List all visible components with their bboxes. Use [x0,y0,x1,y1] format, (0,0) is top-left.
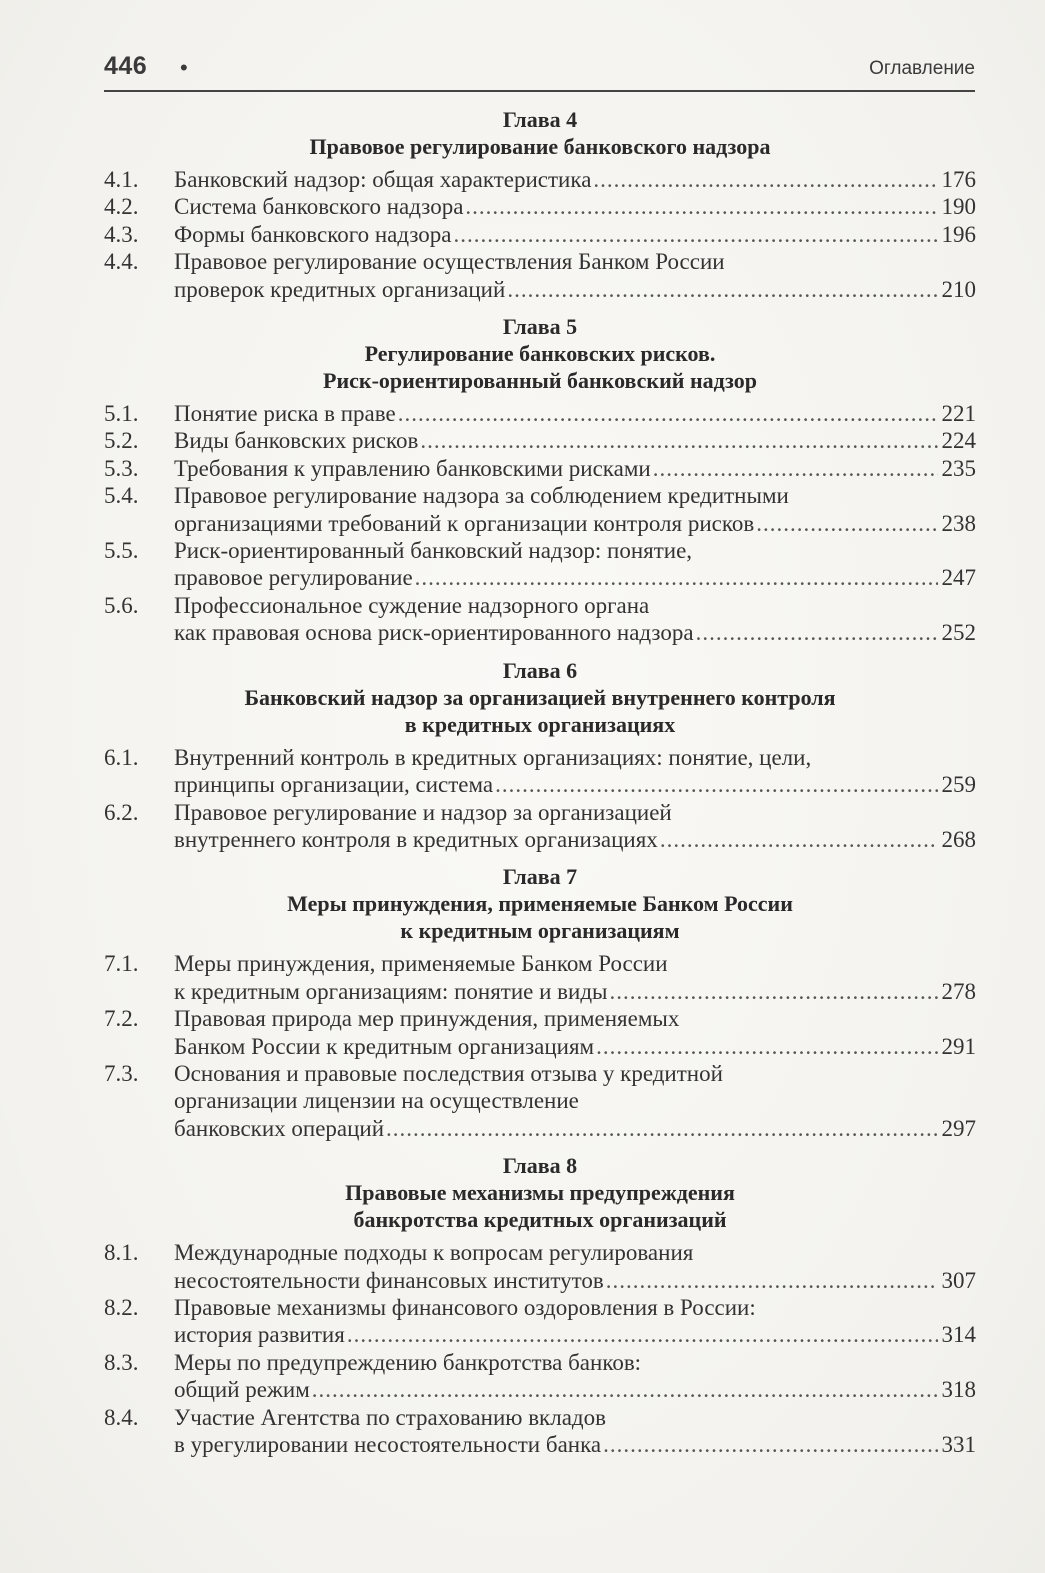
toc-entry-body [174,1005,976,1060]
toc-entry-final-line [174,826,976,853]
dot-leader [593,166,937,193]
toc-entry-number: 8.4. [104,1404,139,1430]
toc-entry-final-line [174,166,976,193]
toc-page-number: 291 [941,1033,976,1059]
toc-entry-final-line [174,221,976,248]
toc-entry-title-line: Понятие риска в праве [174,401,396,427]
toc-entry-title-line: принципы организации, система [174,772,494,798]
toc-entry-number: 5.2. [104,428,139,454]
chapter-label: Глава 4 [502,107,578,132]
toc-page-number: 268 [941,826,976,852]
toc-entry-final-line [174,1431,976,1458]
toc-entry-number: 8.2. [104,1294,139,1320]
toc-page-number: 252 [941,620,976,646]
toc-page-number: 259 [941,772,976,798]
toc-entry-list [104,400,976,647]
toc-entry[interactable] [104,166,976,193]
toc-entry-title-line: Основания и правовые последствия отзыва у кредитной [174,1060,723,1086]
dot-leader [756,510,937,537]
toc-entry-body [174,1294,976,1349]
toc-entry-final-line [174,455,976,482]
toc-page-number: 307 [941,1267,976,1293]
toc-entry-number: 8.1. [104,1240,139,1266]
toc-entry-title-line: внутреннего контроля в кредитных организациях [174,826,658,852]
toc-entry-number: 7.3. [104,1060,139,1086]
toc-entry-body [174,400,976,427]
toc-entry-title-line: Правовые механизмы финансового оздоровления в России: [174,1294,756,1320]
chapter-section [104,313,976,647]
toc-entry-list [104,166,976,303]
toc-entry-number: 5.6. [104,592,139,618]
toc-entry-final-line [174,1321,976,1348]
toc-entry-body [174,1060,976,1142]
toc-entry-title-line: Меры принуждения, применяемые Банком России [174,951,668,977]
chapter-section [104,1152,976,1458]
toc-entry-number: 5.4. [104,483,139,509]
toc-entry[interactable] [104,1060,976,1142]
toc-entry-title-line: организациями требований к организации контроля рисков [174,510,755,536]
toc-entry-title-line: к кредитным организациям: понятие и виды [174,978,608,1004]
toc-entry[interactable] [104,1404,976,1459]
dot-leader [495,771,937,798]
chapter-label: Глава 5 [502,314,578,340]
dot-leader [653,455,938,482]
chapter-section [104,863,976,1142]
toc-entry-body [174,166,976,193]
toc-entry-title-line: Международные подходы к вопросам регулирования [174,1240,694,1266]
toc-entry-title-line: банковских операций [174,1115,385,1141]
toc-entry-title-line: Требования к управлению банковскими рисками [174,455,651,481]
toc-entry-number: 5.5. [104,538,139,564]
toc-page-number: 331 [941,1432,976,1457]
chapter-heading [104,863,976,944]
toc-entry-final-line [174,1267,976,1294]
toc-entry[interactable] [104,537,976,592]
chapter-heading [104,1152,976,1233]
toc-entry-body [174,592,976,647]
toc-entry-final-line [174,978,976,1005]
dot-leader [415,564,938,591]
toc-entry-list [104,950,976,1142]
chapter-title: банкротства кредитных организаций [353,1207,727,1233]
toc-entry[interactable] [104,400,976,427]
chapter-section [104,106,976,303]
toc-entry-title-line: Система банковского надзора [174,194,464,220]
toc-entry-body [174,1239,976,1294]
dot-leader [398,400,938,427]
chapter-heading [104,657,976,738]
toc-entry-title-line: Меры по предупреждению банкротства банков: [174,1349,642,1375]
toc-entry-body [174,455,976,482]
toc-entry[interactable] [104,248,976,303]
toc-entry[interactable] [104,1005,976,1060]
toc-entry[interactable] [104,193,976,220]
toc-entry-body [174,427,976,454]
toc-entry-final-line [174,771,976,798]
toc-page-number: 224 [941,428,976,454]
toc-entry-number: 5.3. [104,455,139,481]
toc-entry-title-line: проверок кредитных организаций [174,276,506,302]
toc-entry-list [104,744,976,854]
toc-entry-title-line: Правовое регулирование осуществления Банком России [174,249,725,275]
toc-entry-final-line [174,193,976,220]
toc-entry-title-line: Формы банковского надзора [174,221,452,247]
toc-entry[interactable] [104,1239,976,1294]
toc-entry-title-line: общий режим [174,1377,310,1403]
toc-entry[interactable] [104,1349,976,1404]
toc-entry-number: 6.2. [104,799,139,825]
toc-entry-title-line: как правовая основа риск-ориентированного надзора [174,620,694,646]
chapter-title: Меры принуждения, применяемые Банком России [287,891,793,917]
toc-entry-number: 7.2. [104,1006,139,1032]
toc-entry-final-line [174,619,976,646]
toc-entry[interactable] [104,1294,976,1349]
toc-entry-number: 5.1. [104,401,139,427]
dot-leader [465,193,937,220]
toc-entry-number: 4.3. [104,221,139,247]
toc-page-number: 210 [941,276,976,302]
toc-entry-body [174,248,976,303]
dot-leader [660,826,938,853]
toc-entry[interactable] [104,427,976,454]
chapter-label: Глава 6 [502,657,578,683]
toc-entry-number: 4.2. [104,194,139,220]
toc-page-number: 238 [941,510,976,536]
toc-entry-title-line: Виды банковских рисков [174,428,419,454]
toc-entry-body [174,744,976,799]
toc-entry-title-line: Правовое регулирование и надзор за организацией [174,799,672,825]
toc-entry[interactable] [104,455,976,482]
toc-page-number: 221 [941,401,976,427]
chapter-section [104,657,976,854]
toc-entry-body [174,482,976,537]
toc-entry-title-line: в урегулировании несостоятельности банка [174,1432,602,1457]
toc-entry-title-line: организации лицензии на осуществление [174,1088,579,1114]
toc-entry[interactable] [104,221,976,248]
toc-entry-body [174,221,976,248]
chapter-title: Правовое регулирование банковского надзора [309,134,771,159]
dot-leader [609,978,937,1005]
chapter-title: Регулирование банковских рисков. [364,341,716,367]
toc-page-number: 190 [941,194,976,220]
toc-entry-final-line [174,510,976,537]
toc-entry[interactable] [104,592,976,647]
toc-entry[interactable] [104,799,976,854]
chapter-label: Глава 7 [502,864,578,890]
toc-entry-title-line: Правовое регулирование надзора за соблюдением кредитными [174,483,789,509]
toc-entry-number: 4.4. [104,249,139,275]
toc-page-number: 318 [941,1377,976,1403]
dot-leader [312,1376,938,1403]
toc-entry-number: 4.1. [104,167,139,192]
toc-entry-title-line: Банком России к кредитным организациям [174,1033,595,1059]
chapter-title: в кредитных организациях [404,711,676,737]
toc-entry-list [104,1239,976,1458]
dot-leader [454,221,938,248]
toc-entry-title-line: Внутренний контроль в кредитных организациях: понятие, цели, [174,744,812,770]
header-bullet: • [180,55,188,80]
dot-leader [347,1321,938,1348]
dot-leader [603,1431,937,1458]
toc-page-number: 278 [941,978,976,1004]
toc-entry-body [174,1349,976,1404]
table-of-contents [104,106,976,1458]
toc-entry-number: 6.1. [104,744,139,770]
chapter-title: Банковский надзор за организацией внутреннего контроля [244,684,836,710]
toc-page-number: 176 [941,167,976,192]
toc-entry[interactable] [104,950,976,1005]
toc-entry-final-line [174,400,976,427]
toc-page-number: 247 [941,565,976,591]
toc-entry-final-line [174,1115,976,1142]
toc-entry-body [174,1404,976,1459]
chapter-label: Глава 8 [502,1153,578,1179]
toc-entry[interactable] [104,482,976,537]
toc-entry[interactable] [104,744,976,799]
chapter-title: Правовые механизмы предупреждения [345,1180,735,1206]
toc-page-number: 196 [941,221,976,247]
toc-entry-final-line [174,564,976,591]
toc-page-number: 235 [941,455,976,481]
toc-entry-title-line: Участие Агентства по страхованию вкладов [174,1404,606,1430]
toc-entry-body [174,950,976,1005]
chapter-heading [104,313,976,394]
chapter-heading [104,106,976,160]
toc-entry-title-line: история развития [174,1322,345,1348]
dot-leader [696,619,938,646]
toc-entry-title-line: Правовая природа мер принуждения, применяемых [174,1006,680,1032]
toc-entry-title-line: Банковский надзор: общая характеристика [174,167,592,192]
dot-leader [507,276,937,303]
toc-entry-body [174,193,976,220]
dot-leader [386,1115,937,1142]
toc-entry-body [174,537,976,592]
toc-entry-title-line: правовое регулирование [174,565,413,591]
toc-entry-number: 8.3. [104,1349,139,1375]
toc-entry-final-line [174,1376,976,1403]
dot-leader [606,1267,938,1294]
toc-entry-title-line: Риск-ориентированный банковский надзор: понятие, [174,538,693,564]
toc-entry-title-line: Профессиональное суждение надзорного органа [174,592,650,618]
toc-page-number: 314 [941,1322,976,1348]
running-title: Оглавление [869,58,975,79]
toc-entry-final-line [174,1033,976,1060]
toc-page-number: 297 [941,1115,976,1141]
toc-entry-title-line: несостоятельности финансовых институтов [174,1267,604,1293]
chapter-title: к кредитным организациям [400,918,680,944]
toc-entry-number: 7.1. [104,951,139,977]
chapter-title: Риск-ориентированный банковский надзор [323,368,757,394]
toc-entry-body [174,799,976,854]
toc-entry-final-line [174,427,976,454]
toc-entry-final-line [174,276,976,303]
dot-leader [596,1033,937,1060]
dot-leader [420,427,937,454]
page-header [104,52,975,92]
page-number: 446 [104,52,148,80]
